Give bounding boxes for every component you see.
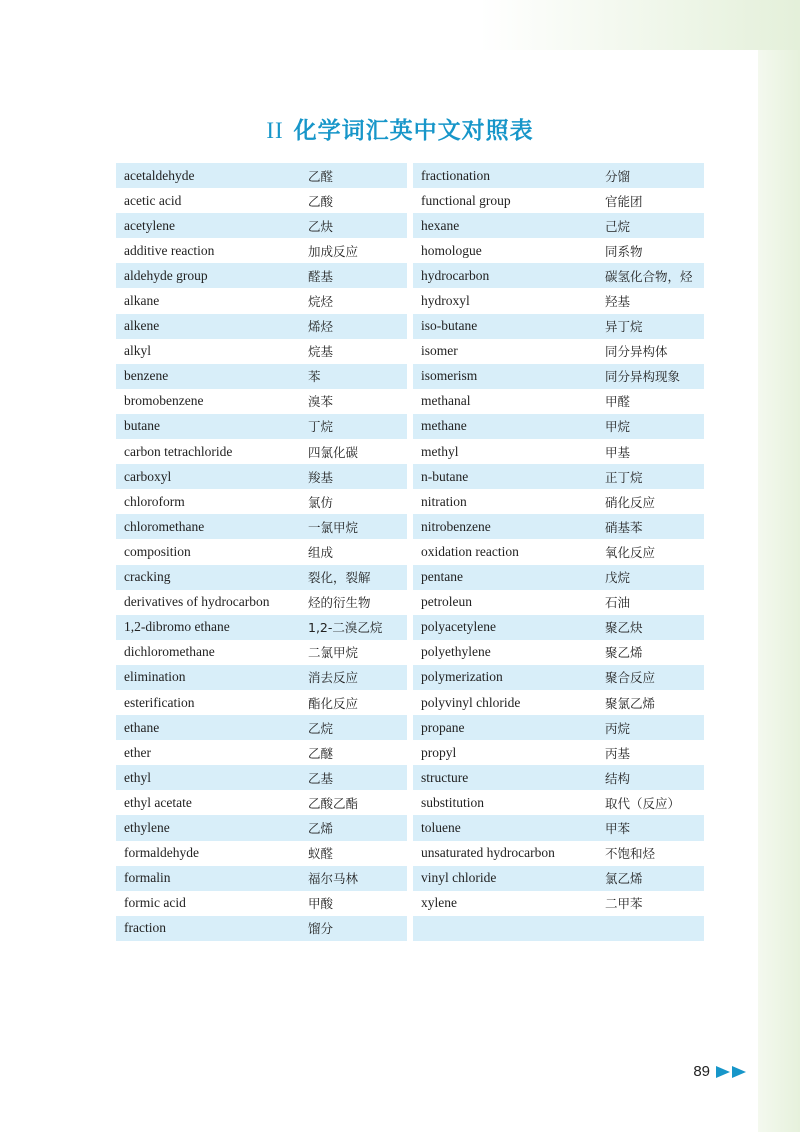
- glossary-row: [116, 565, 407, 590]
- english-term: xylene: [421, 895, 457, 911]
- chinese-term: 消去反应: [308, 670, 359, 686]
- glossary-row: [413, 514, 704, 539]
- glossary-left-column: [116, 163, 407, 941]
- chinese-term: 碳氢化合物，烃: [605, 268, 693, 284]
- glossary-row: [413, 414, 704, 439]
- english-term: elimination: [124, 669, 186, 685]
- chinese-term: 乙醚: [308, 745, 334, 761]
- glossary-row: [413, 790, 704, 815]
- chinese-term: 聚合反应: [605, 670, 656, 686]
- english-term: substitution: [421, 794, 485, 810]
- title-text: 化学词汇英中文对照表: [293, 118, 534, 144]
- chinese-term: 乙酸乙酯: [308, 795, 359, 811]
- chinese-term: 戊烷: [605, 570, 631, 586]
- chinese-term: 乙炔: [308, 218, 334, 234]
- english-term: methanal: [421, 393, 471, 409]
- english-term: alkane: [124, 293, 160, 309]
- english-term: isomer: [421, 343, 458, 359]
- glossary-row: [116, 389, 407, 414]
- english-term: polymerization: [421, 669, 503, 685]
- glossary-row: [413, 866, 704, 891]
- glossary-row: [413, 238, 704, 263]
- chinese-term: 裂化，裂解: [308, 570, 371, 586]
- glossary-row: [413, 213, 704, 238]
- english-term: fractionation: [421, 167, 490, 183]
- english-term: cracking: [124, 569, 171, 585]
- glossary-row: [413, 163, 704, 188]
- english-term: hydroxyl: [421, 293, 470, 309]
- chinese-term: 二氯甲烷: [308, 645, 359, 661]
- chinese-term: 石油: [605, 595, 631, 611]
- english-term: isomerism: [421, 368, 478, 384]
- chinese-term: 1,2-二溴乙烷: [308, 620, 383, 636]
- glossary-row: [116, 740, 407, 765]
- chinese-term: 甲基: [605, 444, 631, 460]
- english-term: unsaturated hydrocarbon: [421, 845, 555, 861]
- english-term: structure: [421, 769, 469, 785]
- english-term: polyethylene: [421, 644, 491, 660]
- chinese-term: 同分异构现象: [605, 369, 681, 385]
- glossary-row: [116, 841, 407, 866]
- glossary-right-column: [413, 163, 704, 941]
- chinese-term: 丙烷: [605, 720, 631, 736]
- glossary-row: [413, 740, 704, 765]
- glossary-row: [116, 615, 407, 640]
- chinese-term: 溴苯: [308, 394, 334, 410]
- chinese-term: 乙烷: [308, 720, 334, 736]
- chinese-term: 加成反应: [308, 243, 359, 259]
- english-term: ethyl: [124, 769, 151, 785]
- glossary-row: [413, 288, 704, 313]
- english-term: n-butane: [421, 468, 469, 484]
- glossary-row: [413, 364, 704, 389]
- glossary-row: [413, 489, 704, 514]
- chinese-term: 同分异构体: [605, 344, 668, 360]
- english-term: petroleun: [421, 594, 472, 610]
- english-term: polyacetylene: [421, 619, 496, 635]
- english-term: 1,2-dibromo ethane: [124, 619, 230, 635]
- english-term: ethyl acetate: [124, 794, 192, 810]
- glossary-row: [116, 790, 407, 815]
- english-term: dichloromethane: [124, 644, 215, 660]
- chinese-term: 乙酸: [308, 193, 334, 209]
- english-term: chloromethane: [124, 518, 205, 534]
- english-term: hexane: [421, 217, 460, 233]
- chinese-term: 氯仿: [308, 494, 334, 510]
- glossary-row: [116, 715, 407, 740]
- english-term: bromobenzene: [124, 393, 204, 409]
- chinese-term: 异丁烷: [605, 319, 643, 335]
- english-term: nitration: [421, 493, 467, 509]
- glossary-row: [116, 213, 407, 238]
- glossary-row: [116, 238, 407, 263]
- glossary-row: [116, 514, 407, 539]
- glossary-row: [116, 314, 407, 339]
- glossary-row: [116, 188, 407, 213]
- glossary-row: [413, 263, 704, 288]
- glossary-row: [413, 439, 704, 464]
- chinese-term: 正丁烷: [605, 469, 643, 485]
- english-term: oxidation reaction: [421, 543, 519, 559]
- glossary-row: [413, 339, 704, 364]
- glossary-row: [413, 841, 704, 866]
- glossary-row: [116, 765, 407, 790]
- chinese-term: 分馏: [605, 168, 631, 184]
- glossary-row: [116, 288, 407, 313]
- glossary-row: [116, 464, 407, 489]
- chinese-term: 四氯化碳: [308, 444, 359, 460]
- glossary-row: [116, 640, 407, 665]
- next-arrows-icon: [714, 1064, 754, 1080]
- chinese-term: 乙基: [308, 770, 334, 786]
- english-term: benzene: [124, 368, 169, 384]
- chinese-term: 甲醛: [605, 394, 631, 410]
- english-term: acetic acid: [124, 192, 182, 208]
- glossary-row: [116, 163, 407, 188]
- chinese-term: 结构: [605, 770, 631, 786]
- page-title: [0, 112, 800, 145]
- english-term: formaldehyde: [124, 845, 199, 861]
- chinese-term: 官能团: [605, 193, 643, 209]
- glossary-row: [116, 815, 407, 840]
- chinese-term: 烷烃: [308, 294, 334, 310]
- english-term: pentane: [421, 569, 463, 585]
- glossary-row: [116, 489, 407, 514]
- chinese-term: 烯烃: [308, 319, 334, 335]
- glossary-row: [413, 665, 704, 690]
- english-term: propyl: [421, 744, 457, 760]
- chinese-term: 硝化反应: [605, 494, 656, 510]
- english-term: hydrocarbon: [421, 267, 490, 283]
- chinese-term: 聚乙炔: [605, 620, 643, 636]
- glossary-row: [116, 263, 407, 288]
- english-term: alkyl: [124, 343, 151, 359]
- chinese-term: 甲酸: [308, 896, 334, 912]
- glossary-row: [413, 615, 704, 640]
- english-term: formic acid: [124, 895, 186, 911]
- glossary-row: [116, 690, 407, 715]
- chinese-term: 氯乙烯: [605, 871, 643, 887]
- english-term: homologue: [421, 242, 482, 258]
- chinese-term: 羟基: [605, 294, 631, 310]
- glossary-row: [413, 539, 704, 564]
- english-term: iso-butane: [421, 318, 478, 334]
- glossary-row: [413, 815, 704, 840]
- english-term: polyvinyl chloride: [421, 694, 521, 710]
- chinese-term: 乙醛: [308, 168, 334, 184]
- glossary-row: [413, 389, 704, 414]
- english-term: butane: [124, 418, 160, 434]
- glossary-row: [413, 464, 704, 489]
- english-term: composition: [124, 543, 191, 559]
- chinese-term: 烷基: [308, 344, 334, 360]
- english-term: additive reaction: [124, 242, 215, 258]
- glossary-row: [413, 640, 704, 665]
- glossary-row: [116, 590, 407, 615]
- page-corner-decoration: [480, 0, 800, 50]
- glossary-row: [413, 314, 704, 339]
- chinese-term: 羧基: [308, 469, 334, 485]
- glossary-row: [116, 364, 407, 389]
- english-term: carbon tetrachloride: [124, 443, 233, 459]
- chinese-term: 蚁醛: [308, 846, 334, 862]
- english-term: functional group: [421, 192, 511, 208]
- chinese-term: 丁烷: [308, 419, 334, 435]
- chinese-term: 聚氯乙烯: [605, 695, 656, 711]
- glossary-row: [413, 188, 704, 213]
- chinese-term: 甲苯: [605, 820, 631, 836]
- chinese-term: 烃的衍生物: [308, 595, 371, 611]
- chinese-term: 组成: [308, 544, 334, 560]
- chinese-term: 聚乙烯: [605, 645, 643, 661]
- glossary-table: [116, 163, 704, 941]
- english-term: toluene: [421, 819, 461, 835]
- english-term: acetaldehyde: [124, 167, 195, 183]
- glossary-row: [116, 414, 407, 439]
- page-edge-decoration: [758, 50, 800, 1132]
- glossary-row: [413, 590, 704, 615]
- english-term: derivatives of hydrocarbon: [124, 594, 270, 610]
- glossary-row: [116, 665, 407, 690]
- glossary-row: [116, 339, 407, 364]
- glossary-row: [116, 891, 407, 916]
- english-term: acetylene: [124, 217, 175, 233]
- english-term: vinyl chloride: [421, 870, 497, 886]
- glossary-row: [413, 891, 704, 916]
- glossary-row: [116, 439, 407, 464]
- english-term: alkene: [124, 318, 160, 334]
- chinese-term: 硝基苯: [605, 519, 643, 535]
- chinese-term: 福尔马林: [308, 871, 359, 887]
- english-term: ether: [124, 744, 151, 760]
- english-term: carboxyl: [124, 468, 172, 484]
- chinese-term: 馏分: [308, 921, 334, 937]
- chinese-term: 不饱和烃: [605, 846, 656, 862]
- chinese-term: 二甲苯: [605, 896, 643, 912]
- glossary-row: [413, 765, 704, 790]
- chinese-term: 苯: [308, 369, 321, 385]
- english-term: ethane: [124, 719, 160, 735]
- english-term: fraction: [124, 920, 166, 936]
- chinese-term: 酯化反应: [308, 695, 359, 711]
- english-term: methyl: [421, 443, 459, 459]
- page-number: 89: [693, 1063, 710, 1080]
- glossary-row: [413, 916, 704, 941]
- chinese-term: 甲烷: [605, 419, 631, 435]
- english-term: methane: [421, 418, 467, 434]
- chinese-term: 己烷: [605, 218, 631, 234]
- glossary-row: [413, 565, 704, 590]
- chinese-term: 一氯甲烷: [308, 519, 359, 535]
- english-term: formalin: [124, 870, 171, 886]
- glossary-row: [116, 866, 407, 891]
- chinese-term: 氧化反应: [605, 544, 656, 560]
- english-term: aldehyde group: [124, 267, 208, 283]
- chinese-term: 乙烯: [308, 820, 334, 836]
- english-term: propane: [421, 719, 465, 735]
- chinese-term: 同系物: [605, 243, 643, 259]
- glossary-row: [116, 916, 407, 941]
- english-term: nitrobenzene: [421, 518, 491, 534]
- glossary-row: [413, 715, 704, 740]
- chinese-term: 丙基: [605, 745, 631, 761]
- english-term: esterification: [124, 694, 195, 710]
- english-term: chloroform: [124, 493, 185, 509]
- title-number: II: [266, 118, 284, 143]
- chinese-term: 取代（反应）: [605, 795, 681, 811]
- glossary-row: [413, 690, 704, 715]
- glossary-row: [116, 539, 407, 564]
- chinese-term: 醛基: [308, 268, 334, 284]
- english-term: ethylene: [124, 819, 170, 835]
